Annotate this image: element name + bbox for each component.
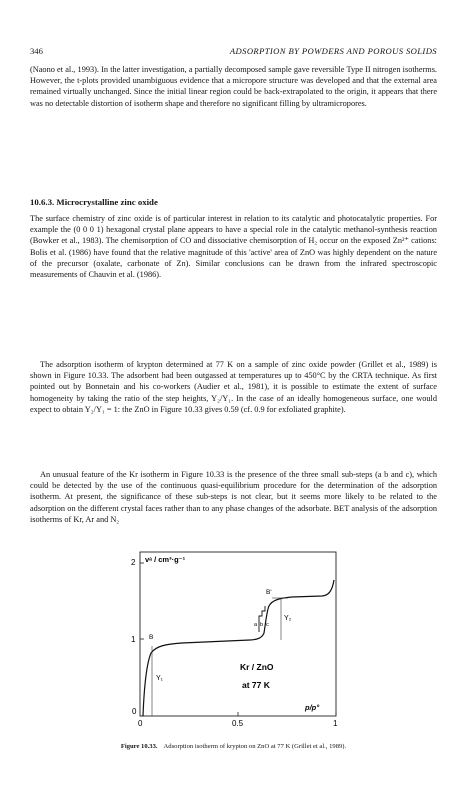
substep-label-b: b bbox=[260, 622, 264, 628]
step-label-y2: Y₂ bbox=[284, 615, 292, 622]
figure-isotherm bbox=[102, 540, 342, 740]
figure-caption-label: Figure 10.33. bbox=[120, 743, 158, 750]
paragraph: (Naono et al., 1993). In the latter investigation, a partially decomposed sample gave reversible Type II nitrogen isotherms. However, the t-plots provided unambiguous evidence that a micropore structure was developed and that the external area remained virtually unchanged. Since the initial linear region could be back-extrapolated to the origin, it appears that there was no detectable distortion of isotherm shape and therefore no significant filling by ultramicropores. bbox=[30, 65, 437, 108]
step-label-y1: Y₁ bbox=[156, 675, 164, 682]
substeps-curve bbox=[259, 606, 265, 632]
substep-label-c: c bbox=[266, 622, 269, 628]
running-head: ADSORPTION BY POWDERS AND POROUS SOLIDS bbox=[229, 46, 437, 56]
x-axis-label: p/p° bbox=[305, 703, 320, 712]
isotherm-plot bbox=[102, 540, 342, 740]
paragraph: The surface chemistry of zinc oxide is of particular interest in relation to its catalytic and photocatalytic properties. For example the (0 0 0 1) hexagonal crystal plane appears to have a special role in the catalytic methanol-synthesis reaction (Bowker et al., 1983). The chemisorption of CO and dissociative chemisorption of H₂ occur on the exposed Zn²⁺ cations: Bolis et al. (1986) have found that the relative magnitude of this 'active' area of ZnO was highly dependent on the nature of the precursor (oxalate, carbonate of Zn). Similar conclusions can be drawn from the infrared spectroscopic measurements of Chauvin et al. (1986). bbox=[30, 214, 437, 280]
figure-caption bbox=[30, 743, 437, 750]
system-label: Kr / ZnO bbox=[240, 662, 274, 672]
paragraph: An unusual feature of the Kr isotherm in Figure 10.33 is the presence of the three small sub-steps (a b and c), which could be detected by the use of the continuous quasi-equilibrium procedure for the determination of the adsorption isotherm. At present, the significance of these sub-steps is not clear, but it seems more likely to be related to the adsorption on the different crystal faces rather than to any phase changes of the adsorbate. BET analysis of the adsorption isotherms of Kr, Ar and N₂ bbox=[30, 470, 437, 524]
y-tick-label: 0 bbox=[132, 707, 137, 716]
substep-label-a: a bbox=[254, 622, 258, 628]
y-axis-label: vᵃ / cm³·g⁻¹ bbox=[145, 555, 186, 564]
page-number: 346 bbox=[30, 46, 43, 56]
paragraph: The adsorption isotherm of krypton determined at 77 K on a sample of zinc oxide powder (Grillet et al., 1989) is shown in Figure 10.33. The adsorbent had been outgassed at temperatures up to 450°C by the CRTA technique. As first pointed out by Bonnetain and his co-workers (Audier et al., 1981), it is possible to estimate the extent of surface homogeneity by taking the ratio of the step heights, Y₂/Y₁. In the case of an ideally homogeneous surface, one would expect to obtain Y₂/Y₁ = 1: the ZnO in Figure 10.33 gives 0.59 (cf. 0.9 for exfoliated graphite). bbox=[30, 360, 437, 414]
y-tick-label: 2 bbox=[131, 558, 136, 567]
section-heading: 10.6.3. Microcrystalline zinc oxide bbox=[30, 197, 158, 207]
point-label-b: B bbox=[149, 634, 154, 641]
temperature-label: at 77 K bbox=[242, 680, 270, 690]
x-tick-label: 0 bbox=[138, 719, 143, 728]
point-label-bprime: B' bbox=[266, 589, 272, 596]
plot-frame bbox=[140, 552, 336, 716]
y-tick-label: 1 bbox=[131, 635, 136, 644]
figure-caption-text: Adsorption isotherm of krypton on ZnO at 77 K (Grillet et al., 1989). bbox=[163, 743, 347, 750]
x-tick-label: 0.5 bbox=[232, 719, 244, 728]
x-tick-label: 1 bbox=[333, 719, 338, 728]
page-header bbox=[30, 46, 437, 58]
isotherm-curve bbox=[143, 580, 334, 716]
